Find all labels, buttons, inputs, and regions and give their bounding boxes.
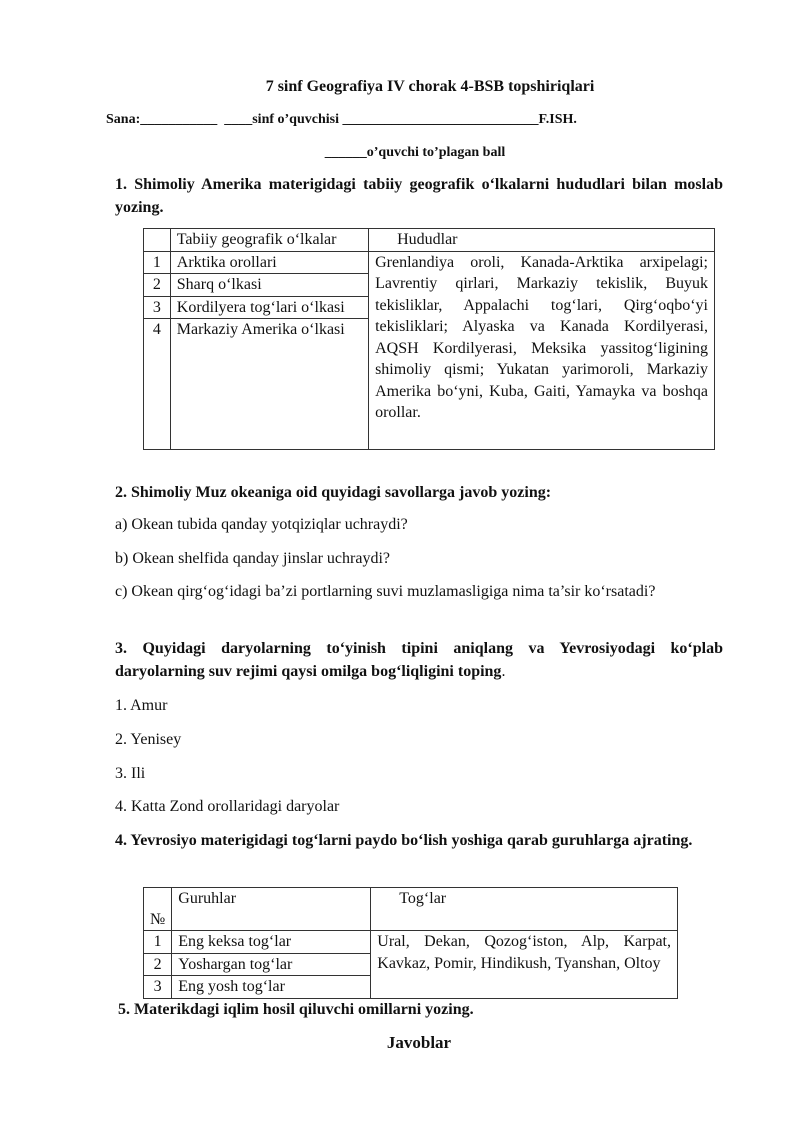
- list-item: 1. Amur: [115, 697, 168, 714]
- question-3-text: 3. Quyidagi daryolarning to‘yinish tipini aniqlang va Yevrosiyodagi ko‘plab daryolarning suv rejimi qaysi omilga bog‘liqligini toping: [115, 640, 723, 680]
- question-2a: a) Okean tubida qanday yotqiziqlar uchraydi?: [115, 516, 408, 533]
- student-info-line: Sana:___________ ____sinf o’quvchisi ____________________________F.ISH.: [106, 112, 577, 127]
- mountains-table: [143, 887, 678, 999]
- question-5: 5. Materikdagi iqlim hosil qiluvchi omillarni yozing.: [118, 1001, 474, 1018]
- question-3: [115, 637, 723, 683]
- row-name: Eng keksa tog‘lar: [172, 931, 371, 954]
- regions-table: [143, 228, 715, 450]
- row-number: 1: [144, 931, 172, 954]
- list-item: 4. Katta Zond orollaridagi daryolar: [115, 798, 340, 815]
- table-header-col1: Guruhlar: [172, 888, 371, 931]
- row-number: 2: [144, 953, 172, 976]
- table-header-col2: Hududlar: [369, 229, 715, 252]
- list-item: 3. Ili: [115, 765, 146, 782]
- table-header-col2: Tog‘lar: [371, 888, 678, 931]
- table-header-number: №: [144, 888, 172, 931]
- row-name: Markaziy Amerika o‘lkasi: [170, 319, 368, 341]
- filler-cell: [170, 341, 368, 450]
- table-header-number: [144, 229, 171, 252]
- table-header-row: [144, 229, 715, 252]
- question-2b: b) Okean shelfida qanday jinslar uchraydi?: [115, 550, 391, 567]
- row-name: Arktika orollari: [170, 251, 368, 274]
- table-header-col1: Tabiiy geografik o‘lkalar: [170, 229, 368, 252]
- row-number: 3: [144, 976, 172, 999]
- regions-cell: Grenlandiya oroli, Kanada-Arktika arxipelagi; Lavrentiy qirlari, Markaziy tekislik, Buyuk tekisliklar, Appalachi tog‘lari, Qirg‘oqbo‘yi tekisliklari; Alyaska va Kanada Kordilyerasi, AQSH Kordilyerasi, Meksika yassitog‘ligining shimoliy qismi; Yukatan yarimoroli, Markaziy Amerika bo‘yni, Kuba, Gaiti, Yamayka va boshqa orollar.: [369, 251, 715, 450]
- row-name: Yoshargan tog‘lar: [172, 953, 371, 976]
- row-number: 4: [144, 319, 171, 341]
- question-2c: c) Okean qirg‘og‘idagi ba’zi portlarning suvi muzlamasligiga nima ta’sir ko‘rsatadi?: [115, 583, 656, 600]
- row-number: 1: [144, 251, 171, 274]
- row-name: Sharq o‘lkasi: [170, 274, 368, 297]
- row-number: 2: [144, 274, 171, 297]
- score-line: ______o’quvchi to’plagan ball: [324, 145, 506, 160]
- page-title: 7 sinf Geografiya IV chorak 4-BSB topshiriqlari: [265, 78, 595, 95]
- table-header-row: [144, 888, 678, 931]
- row-name: Kordilyera tog‘lari o‘lkasi: [170, 296, 368, 319]
- question-2: 2. Shimoliy Muz okeaniga oid quyidagi savollarga javob yozing:: [115, 484, 552, 501]
- table-row: [144, 251, 715, 274]
- question-1: 1. Shimoliy Amerika materigidagi tabiiy geografik o‘lkalarni hududlari bilan moslab yozing.: [115, 176, 723, 216]
- row-number: 3: [144, 296, 171, 319]
- list-item: 2. Yenisey: [115, 731, 182, 748]
- answers-heading: Javoblar: [386, 1033, 452, 1052]
- question-4: 4. Yevrosiyo materigidagi tog‘larni paydo bo‘lish yoshiga qarab guruhlarga ajrating.: [115, 832, 693, 849]
- filler-cell: [144, 341, 171, 450]
- mountains-cell: Ural, Dekan, Qozog‘iston, Alp, Karpat, Kavkaz, Pomir, Hindikush, Tyanshan, Oltoy: [371, 931, 678, 999]
- row-name: Eng yosh tog‘lar: [172, 976, 371, 999]
- question-3-period: .: [501, 663, 506, 680]
- table-row: [144, 931, 678, 954]
